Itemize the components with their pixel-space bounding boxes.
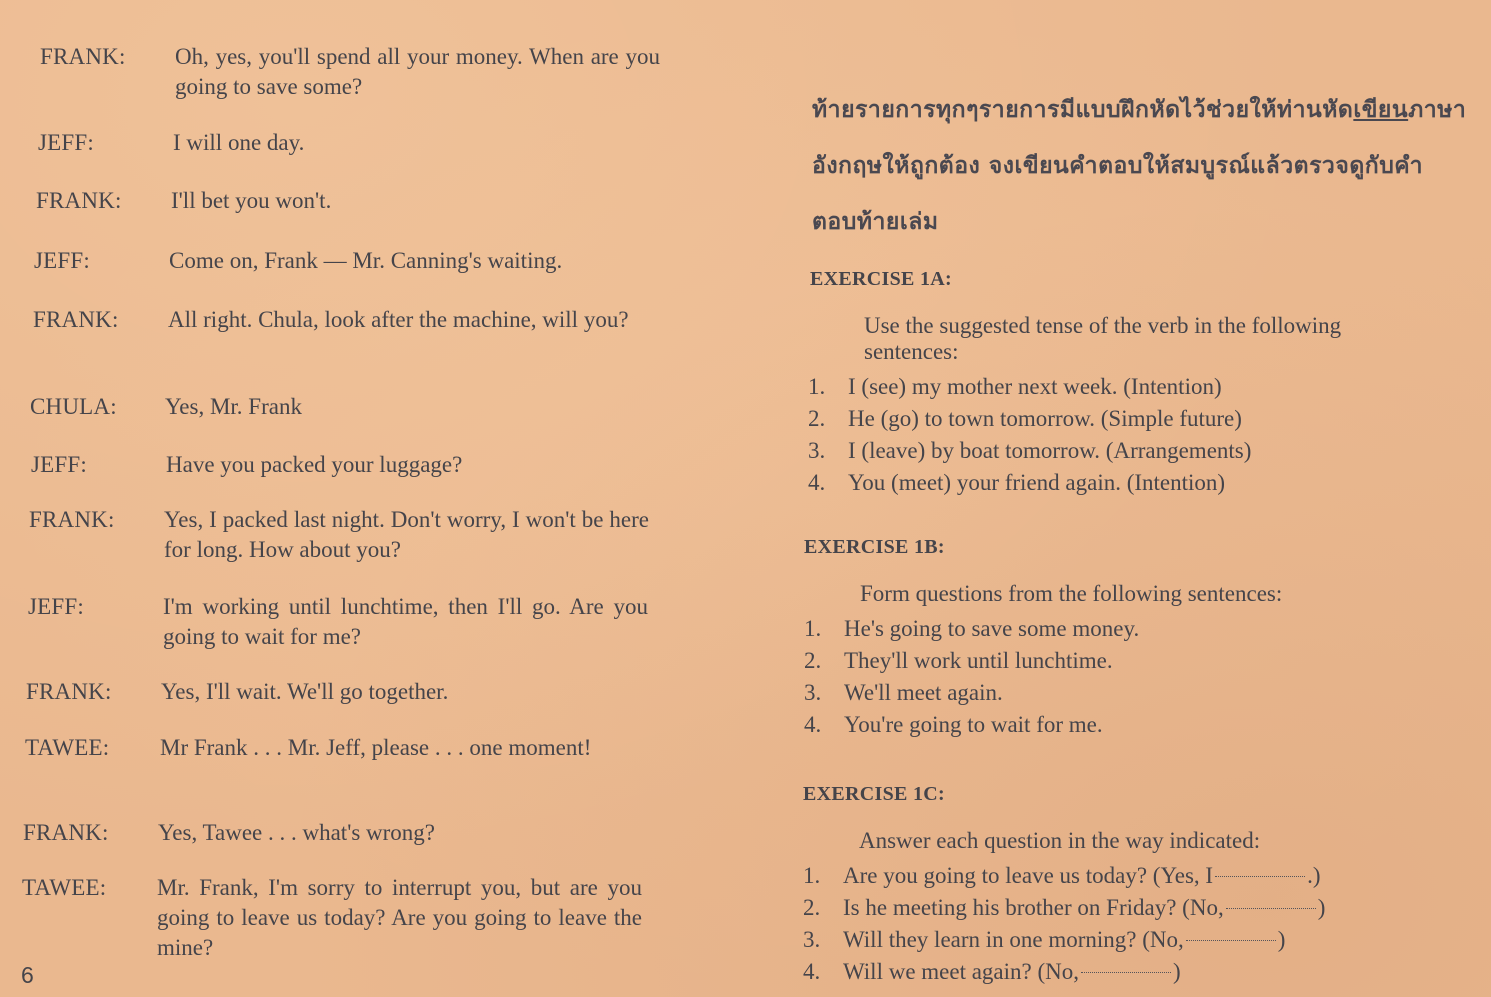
- speaker-name: FRANK:: [33, 307, 119, 332]
- speech-text: Yes, Mr. Frank: [165, 394, 302, 419]
- exercise-item: [804, 645, 1454, 677]
- speech-text: Yes, I packed last night. Don't worry, I won't be here for long. How about you?: [164, 507, 649, 562]
- speaker-name: JEFF:: [31, 452, 87, 477]
- speaker-name: FRANK:: [40, 44, 126, 69]
- exercise-item: [808, 371, 1460, 403]
- speech-text: I'm working until lunchtime, then I'll go. Are you going to wait for me?: [163, 594, 648, 649]
- item-number: 3.: [803, 927, 821, 952]
- exercise-item: [804, 709, 1454, 741]
- exercise-item: [808, 467, 1460, 499]
- speaker-name: FRANK:: [26, 679, 112, 704]
- item-text: You (meet) your friend again. (Intention): [848, 470, 1226, 495]
- dialogue-line: [23, 818, 643, 848]
- dialogue-line: [36, 186, 656, 216]
- exercise-item: [804, 677, 1454, 709]
- speaker-name: JEFF:: [28, 594, 84, 619]
- exercise-title: EXERCISE 1A:: [810, 268, 952, 290]
- item-number: 1.: [803, 863, 821, 888]
- dialogue-line: [26, 677, 646, 707]
- item-suffix: .): [1307, 863, 1321, 888]
- speaker-name: FRANK:: [23, 820, 109, 845]
- exercise-item: [803, 892, 1453, 924]
- dialogue-line: [22, 873, 642, 963]
- item-suffix: ): [1317, 895, 1326, 920]
- thai-instruction: [812, 82, 1467, 250]
- left-page: [0, 0, 745, 997]
- thai-text-end: ภาษาอังกฤษให้ถูกต้อง จงเขียนคำตอบให้สมบูรณ์แล้วตรวจดูกับคำตอบท้ายเล่ม: [812, 97, 1467, 235]
- speaker-name: JEFF:: [38, 130, 94, 155]
- item-text: He's going to save some money.: [844, 616, 1140, 641]
- item-number: 4.: [808, 470, 826, 495]
- item-number: 2.: [808, 406, 826, 431]
- item-number: 4.: [804, 712, 822, 737]
- speech-text: Mr. Frank, I'm sorry to interrupt you, but are you going to leave us today? Are you going to leave the mine?: [157, 875, 642, 960]
- item-text: I (leave) by boat tomorrow. (Arrangements): [848, 438, 1252, 463]
- dialogue-line: [34, 246, 654, 276]
- item-text: Is he meeting his brother on Friday? (No,: [843, 895, 1224, 920]
- item-text: He (go) to town tomorrow. (Simple future): [848, 406, 1242, 431]
- exercise-instruction: Answer each question in the way indicated:: [859, 828, 1261, 853]
- speech-text: Mr Frank . . . Mr. Jeff, please . . . one moment!: [160, 735, 592, 760]
- speaker-name: FRANK:: [29, 507, 115, 532]
- exercise-item: [803, 924, 1453, 956]
- item-text: We'll meet again.: [844, 680, 1003, 705]
- answer-blank[interactable]: [1226, 892, 1316, 909]
- exercise-item-list: [803, 860, 1453, 988]
- dialogue-line: [40, 42, 660, 102]
- item-text: I (see) my mother next week. (Intention): [848, 374, 1222, 399]
- item-suffix: ): [1277, 927, 1286, 952]
- item-suffix: ): [1173, 959, 1181, 984]
- exercise-1a: [810, 268, 1460, 499]
- dialogue-line: [38, 128, 658, 158]
- exercise-instruction: Form questions from the following sentences:: [860, 581, 1283, 606]
- speech-text: Yes, Tawee . . . what's wrong?: [158, 820, 436, 845]
- exercise-1b: [804, 536, 1454, 741]
- page-number: 6: [21, 962, 34, 988]
- speech-text: Have you packed your luggage?: [166, 452, 463, 477]
- dialogue-line: [28, 592, 648, 652]
- dialogue-line: [31, 450, 651, 480]
- item-number: 2.: [804, 648, 822, 673]
- item-text: They'll work until lunchtime.: [844, 648, 1113, 673]
- exercise-item: [808, 435, 1460, 467]
- speaker-name: CHULA:: [30, 394, 117, 419]
- speech-text: Oh, yes, you'll spend all your money. When are you going to save some?: [175, 44, 660, 99]
- answer-blank[interactable]: [1081, 956, 1171, 973]
- speaker-name: FRANK:: [36, 188, 122, 213]
- speech-text: All right. Chula, look after the machine, will you?: [168, 307, 629, 332]
- item-number: 3.: [804, 680, 822, 705]
- exercise-instruction: Use the suggested tense of the verb in the following sentences:: [864, 313, 1342, 364]
- speaker-name: JEFF:: [34, 248, 90, 273]
- item-text: Are you going to leave us today? (Yes, I: [843, 863, 1214, 888]
- dialogue-line: [29, 505, 649, 565]
- exercise-item: [803, 956, 1453, 988]
- exercise-title: EXERCISE 1B:: [804, 536, 945, 558]
- speech-text: Come on, Frank — Mr. Canning's waiting.: [169, 248, 563, 273]
- item-text: Will they learn in one morning? (No,: [843, 927, 1184, 952]
- dialogue-line: [33, 305, 653, 335]
- item-number: 4.: [803, 959, 821, 984]
- dialogue-line: [25, 733, 645, 763]
- item-number: 2.: [803, 895, 821, 920]
- exercise-item-list: [804, 613, 1454, 741]
- speech-text: I'll bet you won't.: [171, 188, 332, 213]
- item-number: 1.: [808, 374, 826, 399]
- item-number: 1.: [804, 616, 822, 641]
- answer-blank[interactable]: [1215, 860, 1305, 877]
- item-text: You're going to wait for me.: [844, 712, 1103, 737]
- thai-text-start: ท้ายรายการทุกๆรายการมีแบบฝึกหัดไว้ช่วยให้ท่านหัด: [812, 97, 1354, 123]
- item-number: 3.: [808, 438, 826, 463]
- exercise-item: [803, 860, 1453, 892]
- exercise-item: [808, 403, 1460, 435]
- speech-text: Yes, I'll wait. We'll go together.: [161, 679, 449, 704]
- exercise-1c: [803, 783, 1453, 988]
- thai-text-underlined: เขียน: [1353, 97, 1409, 123]
- exercise-title: EXERCISE 1C:: [803, 783, 945, 805]
- speech-text: I will one day.: [173, 130, 305, 155]
- item-text: Will we meet again? (No,: [843, 959, 1080, 984]
- speaker-name: TAWEE:: [22, 875, 107, 900]
- exercise-item: [804, 613, 1454, 645]
- dialogue-line: [30, 392, 650, 422]
- exercise-item-list: [808, 371, 1460, 499]
- speaker-name: TAWEE:: [25, 735, 110, 760]
- answer-blank[interactable]: [1186, 924, 1276, 941]
